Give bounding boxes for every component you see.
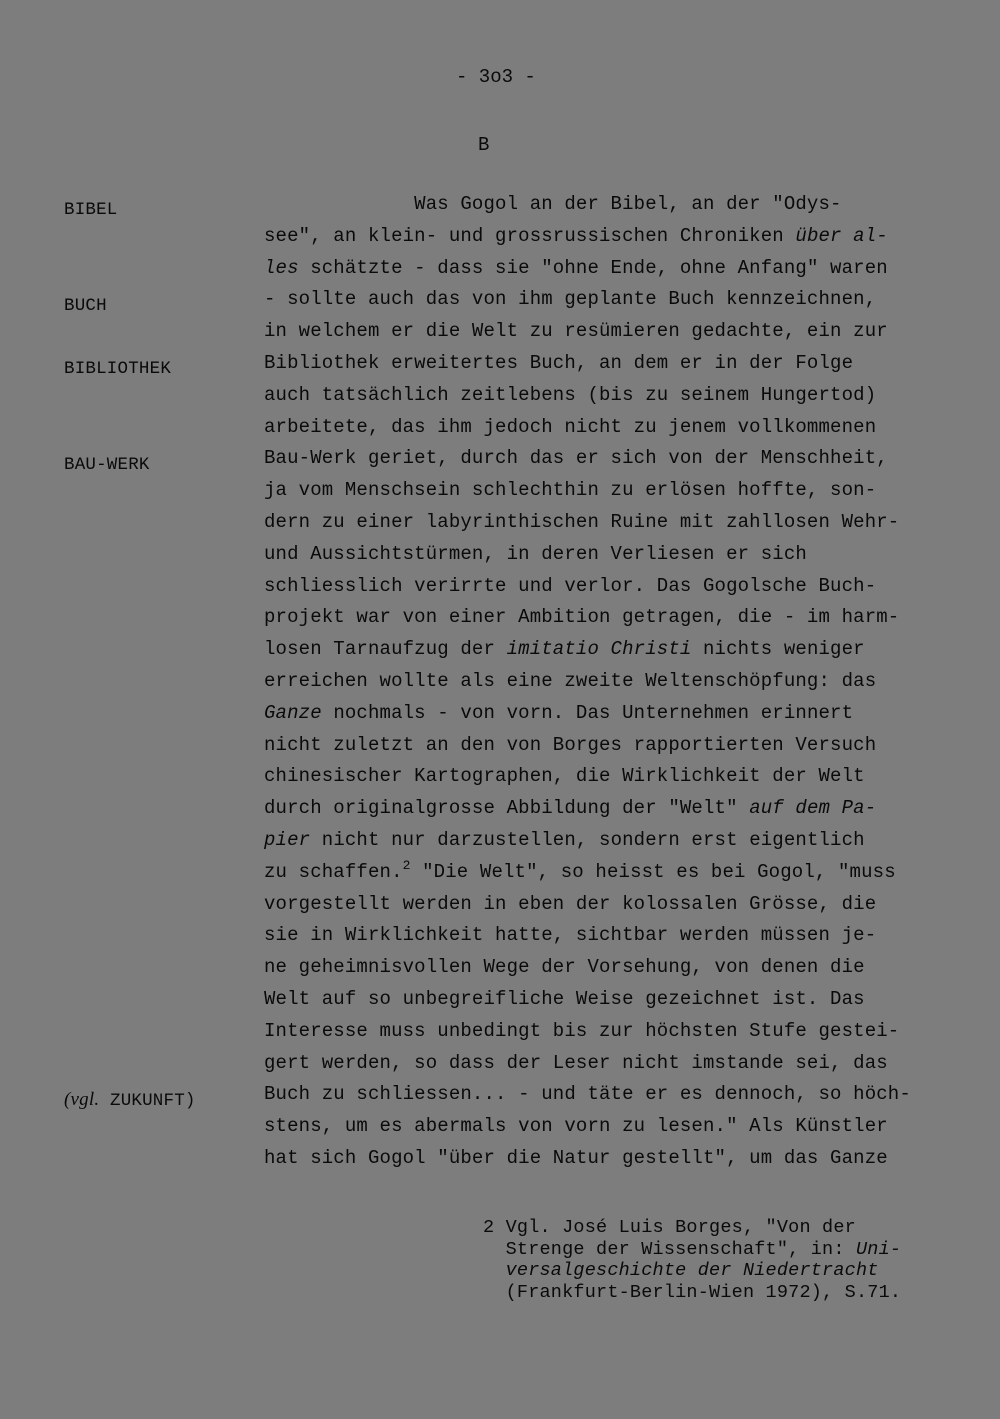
body-line bbox=[264, 195, 842, 214]
text-segment: see", an klein- und grossrussischen Chroniken bbox=[264, 224, 796, 247]
text-segment: losen Tarnaufzug der bbox=[264, 638, 507, 661]
body-line bbox=[264, 1085, 911, 1104]
body-line bbox=[264, 256, 888, 279]
body-line bbox=[264, 1149, 888, 1168]
body-line bbox=[264, 672, 876, 691]
text-segment: hat sich Gogol "über die Natur gestellt", um das Ganze bbox=[264, 1147, 888, 1169]
text-segment: Bibliothek erweitertes Buch, an dem er in der Folge bbox=[264, 352, 854, 374]
footnote-line bbox=[483, 1219, 856, 1238]
body-line bbox=[264, 958, 865, 977]
text-segment: Interesse muss unbedingt bis zur höchsten Stufe gestei- bbox=[264, 1019, 900, 1042]
text-segment: Was Gogol an der Bibel, an der "Odys- bbox=[264, 193, 842, 215]
text-segment: projekt war von einer Ambition getragen, die - im harm- bbox=[264, 606, 900, 629]
italic-text: Ganze bbox=[264, 701, 322, 724]
margin-note-zukunft-text: ZUKUNFT) bbox=[99, 1091, 196, 1111]
text-segment: nochmals - von vorn. Das Unternehmen erinnert bbox=[321, 701, 854, 724]
footnote-line bbox=[483, 1238, 902, 1260]
italic-text: les bbox=[264, 256, 299, 279]
body-line bbox=[264, 481, 876, 500]
text-segment: chinesischer Kartographen, die Wirklichkeit der Welt bbox=[264, 765, 865, 788]
text-segment: zu schaffen. bbox=[264, 860, 403, 883]
body-line bbox=[264, 290, 876, 309]
body-line bbox=[264, 926, 876, 945]
text-segment: stens, um es abermals von vorn zu lesen." Als Künstler bbox=[264, 1115, 888, 1138]
text-segment: und Aussichtstürmen, in deren Verliesen er sich bbox=[264, 542, 807, 565]
text-segment: 2 Vgl. José Luis Borges, "Von der bbox=[483, 1217, 856, 1238]
body-line bbox=[264, 857, 896, 883]
margin-note-bibel: BIBEL bbox=[64, 200, 118, 220]
text-segment: schätzte - dass sie "ohne Ende, ohne Anfang" waren bbox=[298, 256, 888, 279]
text-segment: gert werden, so dass der Leser nicht imstande sei, das bbox=[264, 1051, 888, 1074]
italic-text: auf dem Pa- bbox=[749, 797, 877, 820]
text-segment: in welchem er die Welt zu resümieren gedachte, ein zur bbox=[264, 320, 888, 343]
body-line bbox=[264, 542, 807, 565]
text-segment: ja vom Menschsein schlechthin zu erlösen hoffte, son- bbox=[264, 479, 877, 502]
body-line bbox=[264, 733, 877, 756]
text-segment: auch tatsächlich zeitlebens (bis zu seinem Hungertod) bbox=[264, 383, 877, 406]
body-line bbox=[264, 799, 876, 818]
body-line bbox=[264, 224, 888, 247]
text-segment: durch originalgrosse Abbildung der "Welt" bbox=[264, 797, 750, 820]
body-line bbox=[264, 354, 853, 373]
body-line bbox=[264, 1051, 888, 1074]
text-segment: arbeitete, das ihm jedoch nicht zu jenem vollkommenen bbox=[264, 415, 877, 438]
margin-note-bau-werk: BAU-WERK bbox=[64, 455, 150, 475]
body-line bbox=[264, 1117, 888, 1136]
text-segment: nichts weniger bbox=[691, 638, 865, 661]
text-segment: - sollte auch das von ihm geplante Buch kennzeichnen, bbox=[264, 288, 877, 311]
text-segment: Bau-Werk geriet, durch das er sich von der Menschheit, bbox=[264, 447, 888, 470]
body-line bbox=[264, 322, 888, 341]
body-line bbox=[264, 1019, 900, 1042]
margin-note-buch: BUCH bbox=[64, 296, 107, 316]
text-segment: Welt auf so unbegreifliche Weise gezeichnet ist. Das bbox=[264, 988, 865, 1010]
text-segment: nicht zuletzt an den von Borges rapportierten Versuch bbox=[264, 733, 877, 756]
body-line bbox=[264, 513, 899, 532]
body-line bbox=[264, 767, 865, 786]
text-segment: sie in Wirklichkeit hatte, sichtbar werden müssen je- bbox=[264, 924, 877, 947]
margin-note-zukunft-prefix: (vgl. bbox=[64, 1089, 100, 1110]
body-line bbox=[264, 415, 877, 438]
italic-text: versalgeschichte der Niedertracht bbox=[483, 1260, 879, 1281]
text-segment: "Die Welt", so heisst es bei Gogol, "muss bbox=[410, 860, 896, 883]
text-segment: erreichen wollte als eine zweite Weltenschöpfung: das bbox=[264, 670, 877, 692]
text-segment: ne geheimnisvollen Wege der Vorsehung, von denen die bbox=[264, 956, 865, 979]
italic-text: imitatio Christi bbox=[506, 638, 692, 661]
body-line bbox=[264, 449, 888, 468]
footnote-line bbox=[483, 1262, 879, 1281]
text-segment: schliesslich verirrte und verlor. Das Gogolsche Buch- bbox=[264, 574, 877, 597]
text-segment: (Frankfurt-Berlin-Wien 1972), S.71. bbox=[483, 1281, 902, 1303]
margin-note-bibliothek: BIBLIOTHEK bbox=[64, 359, 172, 379]
text-segment: Strenge der Wissenschaft", in: bbox=[483, 1238, 856, 1260]
body-line bbox=[264, 640, 865, 659]
footnote-line bbox=[483, 1281, 902, 1303]
body-line bbox=[264, 701, 854, 724]
body-line bbox=[264, 383, 877, 406]
body-line bbox=[264, 892, 877, 915]
page-number: - 3o3 - bbox=[456, 66, 536, 88]
body-line bbox=[264, 574, 877, 597]
body-line bbox=[264, 608, 899, 627]
italic-text: Uni- bbox=[855, 1238, 902, 1260]
margin-note-zukunft bbox=[64, 1089, 196, 1111]
body-line bbox=[264, 831, 865, 850]
text-segment: vorgestellt werden in eben der kolossalen Grösse, die bbox=[264, 892, 877, 915]
italic-text: pier bbox=[264, 829, 311, 851]
footnote-marker: 2 bbox=[402, 857, 411, 873]
section-letter: B bbox=[478, 134, 490, 156]
body-line bbox=[264, 990, 865, 1009]
text-segment: Buch zu schliessen... - und täte er es dennoch, so höch- bbox=[264, 1083, 911, 1106]
text-segment: dern zu einer labyrinthischen Ruine mit zahllosen Wehr- bbox=[264, 511, 900, 533]
text-segment: nicht nur darzustellen, sondern erst eigentlich bbox=[310, 829, 865, 851]
italic-text: über al- bbox=[795, 224, 888, 247]
